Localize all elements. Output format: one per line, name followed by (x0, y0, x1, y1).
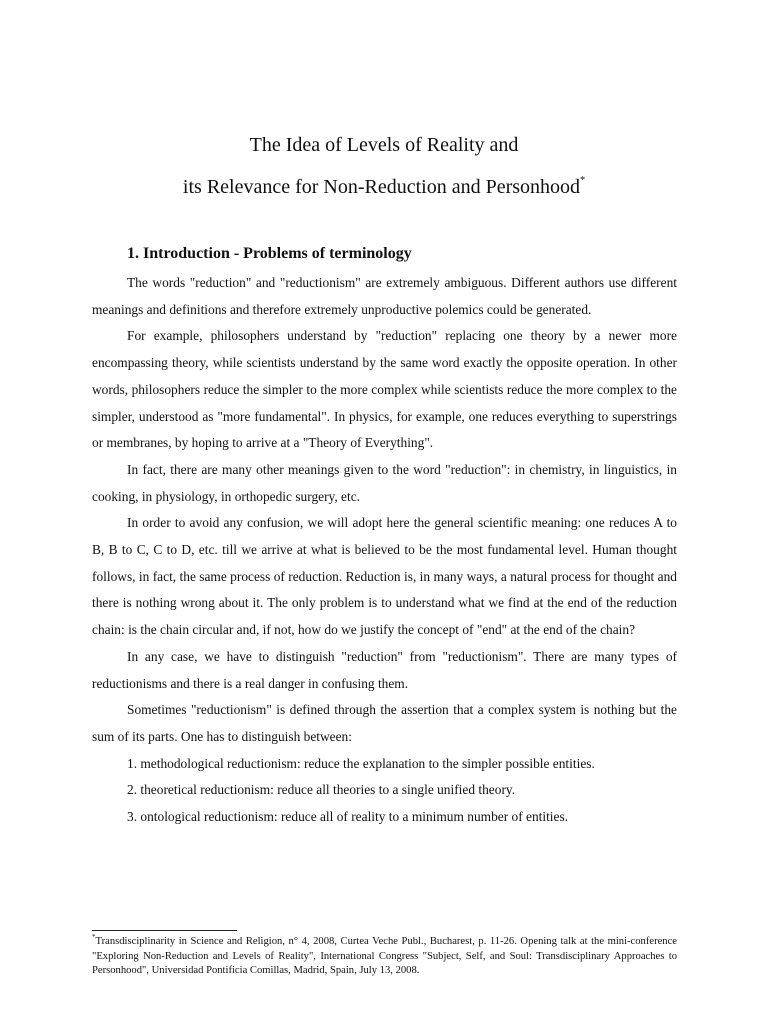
list-item: 3. ontological reductionism: reduce all of reality to a minimum number of entities. (127, 809, 569, 825)
title-footnote-mark: * (580, 175, 586, 186)
title-line-2-text: its Relevance for Non-Reduction and Personhood (182, 176, 581, 198)
paragraph: In order to avoid any confusion, we will adopt here the general scientific meaning: one reduces A to B, B to C, C to D, etc. till we arrive at what is believed to be the most fundamental level. Human thought follows, in fact, the same process of reduction. Reduction is, in many ways, a natural process for thought and there is nothing wrong about it. The only problem is to understand what we find at the end of the reduction chain: is the chain circular and, if not, how do we justify the concept of "end" at the end of the chain? (92, 515, 677, 638)
section-heading: 1. Introduction - Problems of terminology (127, 245, 412, 262)
list-item: 1. methodological reductionism: reduce the explanation to the simpler possible entities. (127, 755, 595, 771)
list-item: 2. theoretical reductionism: reduce all theories to a single unified theory. (127, 782, 516, 798)
footnote-text: Transdisciplinarity in Science and Religion, n° 4, 2008, Curtea Veche Publ., Bucharest, p. 11-26. Opening talk at the mini-conference "Exploring Non-Reduction and Levels of Reality", International Congress "Subject, Self, and Soul: Transdisciplinary Approaches to Personhood", Universidad Pontificia Comillas, Madrid, Spain, July 13, 2008. (92, 936, 677, 977)
footnote (92, 935, 677, 979)
paragraph: For example, philosophers understand by "reduction" replacing one theory by a newer more encompassing theory, while scientists understand by the same word exactly the opposite operation. In other words, philosophers reduce the simpler to the more complex while scientists reduce the more complex to the simpler, understood as "more fundamental". In physics, for example, one reduces everything to superstrings or membranes, by hoping to arrive at a "Theory of Everything". (92, 328, 677, 451)
title-line-1 (0, 133, 768, 157)
paragraph: Sometimes "reductionism" is defined through the assertion that a complex system is nothing but the sum of its parts. One has to distinguish between: (92, 702, 677, 744)
paragraph: In any case, we have to distinguish "reduction" from "reductionism". There are many types of reductionisms and there is a real danger in confusing them. (92, 648, 677, 691)
footnote-divider (92, 930, 237, 931)
body-text (92, 270, 677, 831)
title-line-2 (0, 175, 768, 199)
paragraph: The words "reduction" and "reductionism" are extremely ambiguous. Different authors use different meanings and definitions and therefore extremely unproductive polemics could be generated. (92, 275, 677, 317)
paragraph: In fact, there are many other meanings given to the word "reduction": in chemistry, in linguistics, in cooking, in physiology, in orthopedic surgery, etc. (92, 461, 677, 504)
title-line-1-text: The Idea of Levels of Reality and (249, 134, 519, 156)
footnote-mark: * (92, 933, 96, 941)
